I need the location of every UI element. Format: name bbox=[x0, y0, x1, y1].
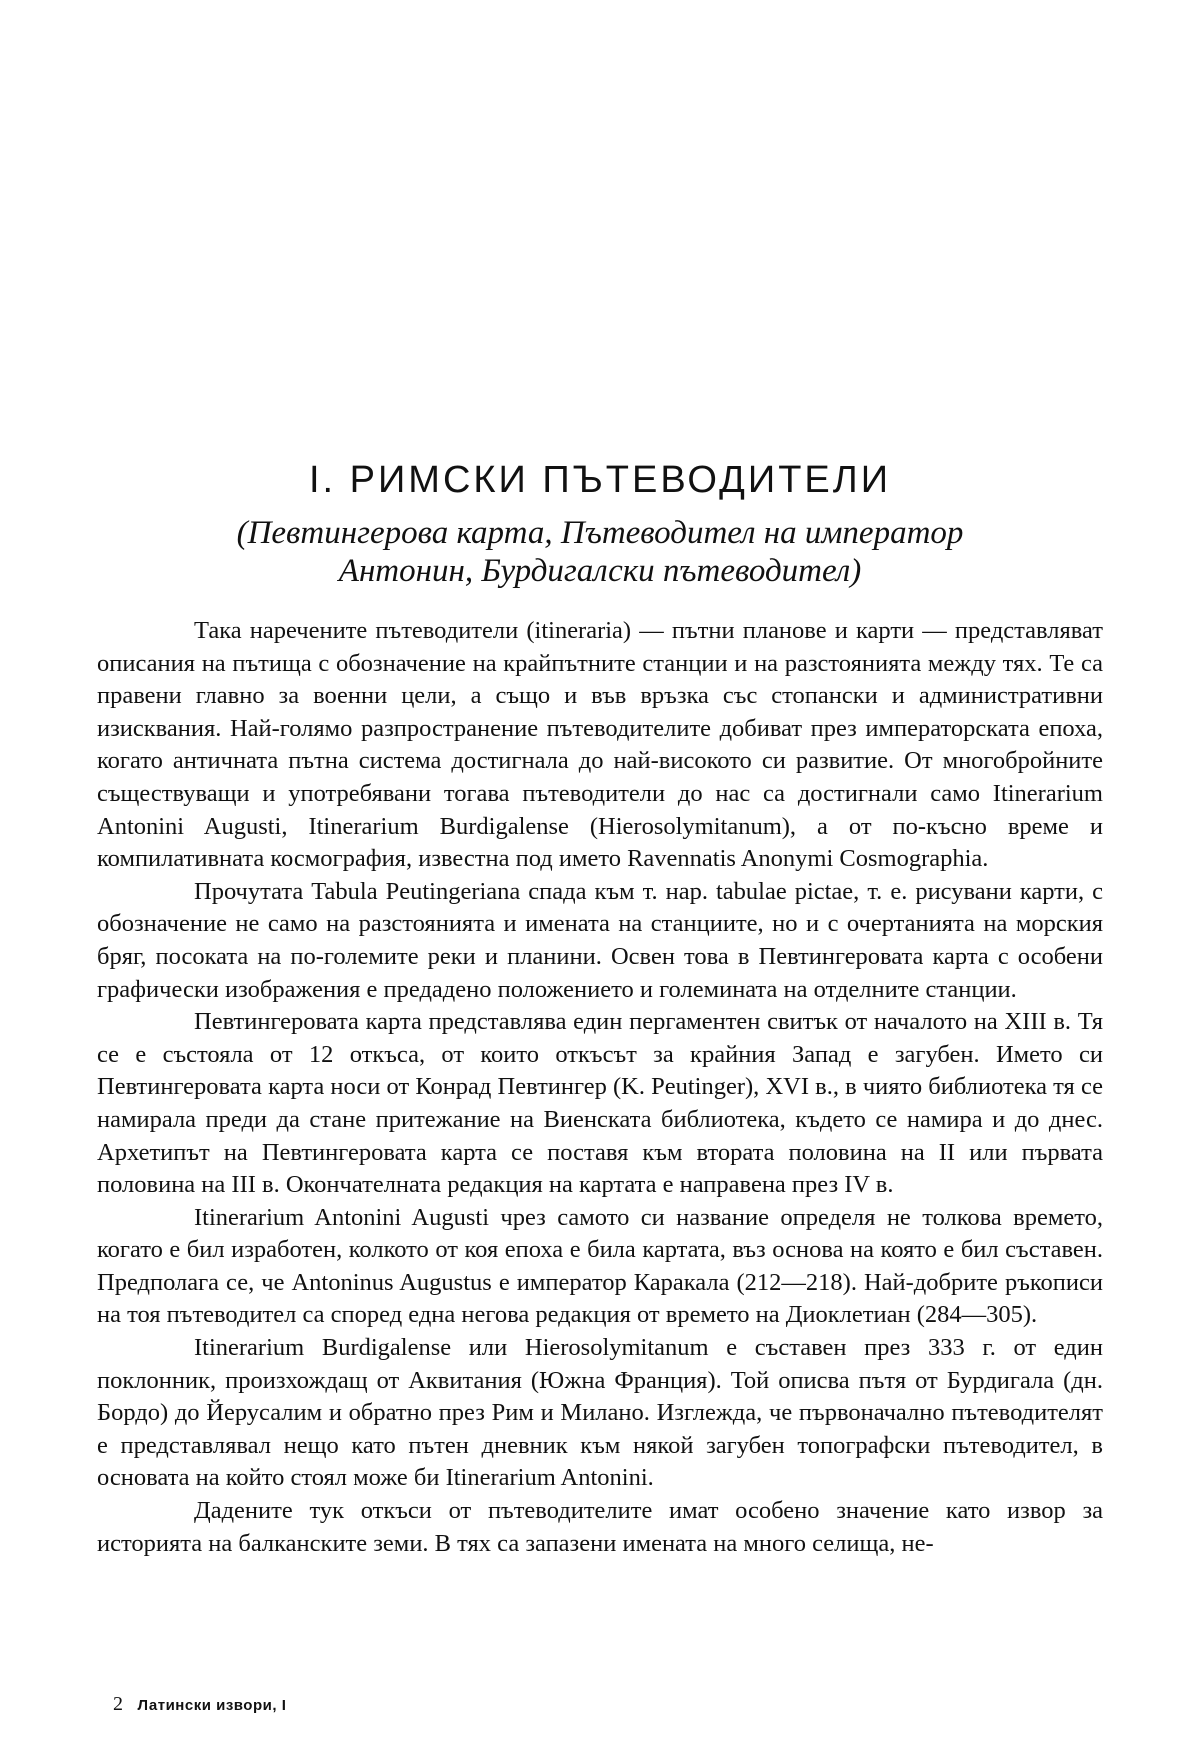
signature-number: 2 bbox=[113, 1693, 124, 1715]
page-footer-signature bbox=[113, 1693, 286, 1716]
chapter-title: I. РИМСКИ ПЪТЕВОДИТЕЛИ bbox=[308, 459, 892, 501]
paragraph-tabula-peutingeriana: Прочутата Tabula Peutingeriana спада към т. нар. tabulae pictae, т. е. рисувани карти, с обозначение не само на разстоянията и имената на станциите, но и с очертанията на морския бряг, посоката на по-големите реки и планини. Освен това в Певтингеровата карта с особени графически изображения е предадено положението и големината на отделните станции. bbox=[97, 877, 1103, 1003]
paragraph-itineraria-intro: Така наречените пътеводители (itineraria) — пътни планове и карти — представляват описания на пътища с обозначение на крайпътните станции и на разстоянията между тях. Те са правени главно за военни цели, а също и във връзка със стопански и административни изисквания. Най-голямо разпространение пътеводителите добиват през императорската епоха, когато античната пътна система достигнала до най-високото си развитие. От многобройните съществуващи и употребявани тогава пътеводители до нас са достигнали само Itinerarium Antonini Augusti, Itinerarium Burdigalense (Hierosolymitanum), а от по-късно време и компилативната космография, известна под името Ravennatis Anonymi Cosmographia. bbox=[97, 617, 1103, 873]
chapter-heading bbox=[100, 458, 1100, 590]
paragraph-balkan-significance: Дадените тук откъси от пътеводителите имат особено значение като извор за историята на балканските земи. В тях са запазени имената на много селища, не- bbox=[97, 1497, 1103, 1557]
signature-text: Латински извори, I bbox=[137, 1697, 287, 1714]
paragraph-itinerarium-burdigalense: Itinerarium Burdigalense или Hierosolymitanum е съставен през 333 г. от един поклонник, произхождащ от Аквитания (Южна Франция). Той описва пътя от Бурдигала (дн. Бордо) до Йерусалим и обратно през Рим и Милано. Изглежда, че първоначално пътеводителят е представлявал нещо като пътен дневник към някой загубен топографски пътеводител, в основата на който стоял може би Itinerarium Antonini. bbox=[97, 1334, 1103, 1492]
chapter-subtitle bbox=[100, 514, 1100, 590]
chapter-subtitle-line-2: Антонин, Бурдигалски пътеводител) bbox=[338, 553, 862, 589]
body-text bbox=[97, 615, 1103, 1560]
paragraph-itinerarium-antonini: Itinerarium Antonini Augusti чрез самото си название определя не толкова времето, когато е бил изработен, колкото от коя епоха е била картата, въз основа на която е бил съставен. Предполага се, че Antoninus Augustus е император Каракала (212—218). Най-добрите ръкописи на тоя пътеводител са според една негова редакция от времето на Диоклетиан (284—305). bbox=[97, 1203, 1103, 1329]
chapter-subtitle-line-1: (Певтингерова карта, Пътеводител на император bbox=[236, 515, 964, 551]
paragraph-peutinger-map: Певтингеровата карта представлява един пергаментен свитък от началото на XIII в. Тя се е състояла от 12 откъса, от които откъсът за крайния Запад е загубен. Името си Певтингеровата карта носи от Конрад Певтингер (K. Peutinger), XVI в., в чиято библиотека тя се намирала преди да стане притежание на Виенската библиотека, където се намира и до днес. Архетипът на Певтингеровата карта се поставя към втората половина на II или първата половина на III в. Окончателната редакция на картата е направена през IV в. bbox=[97, 1008, 1103, 1199]
